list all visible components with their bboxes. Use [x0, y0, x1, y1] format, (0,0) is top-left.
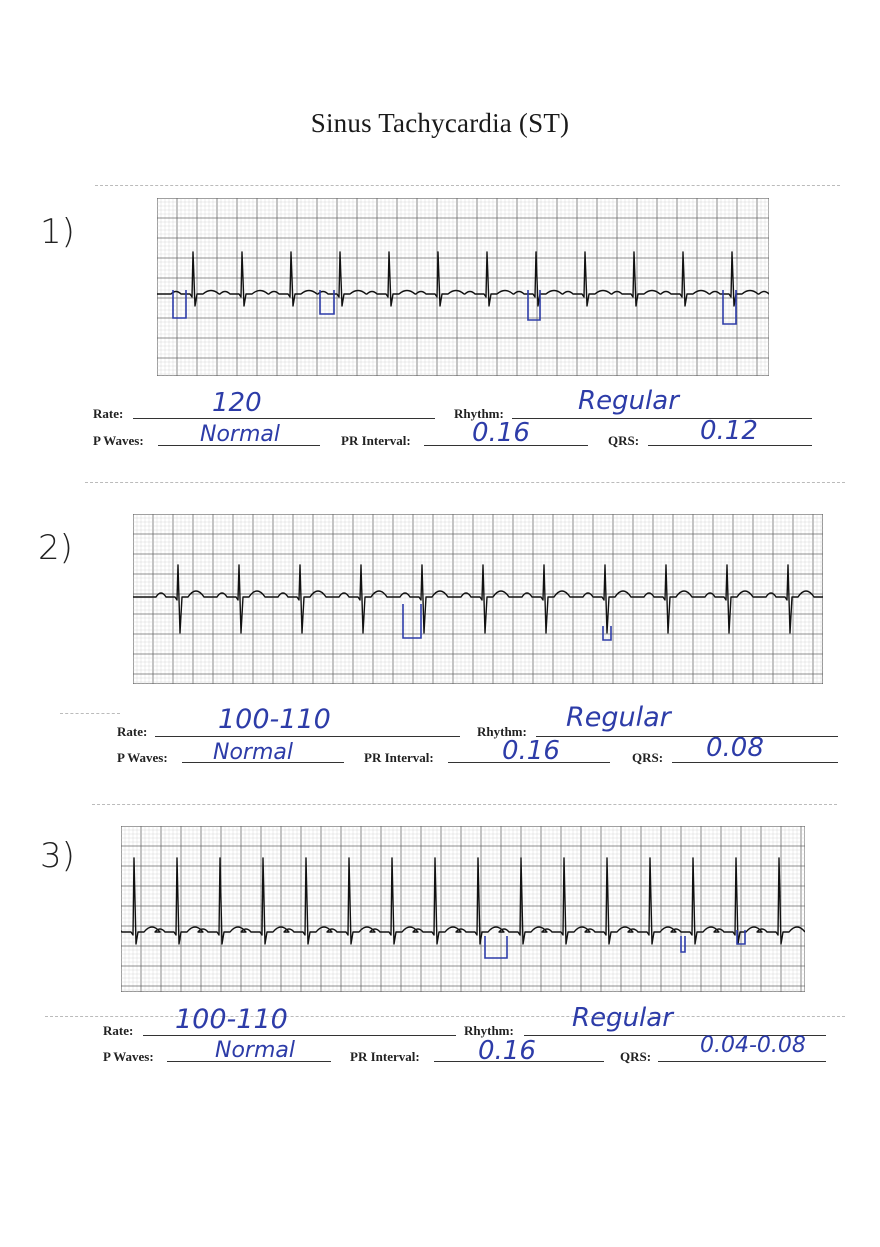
qrs-value: 0.08 [706, 733, 764, 763]
p-waves-value: Normal [200, 422, 280, 447]
rhythm-value: Regular [578, 386, 679, 416]
rate-field[interactable] [143, 1035, 456, 1036]
strip-1-number: 1) [40, 212, 75, 252]
pr-interval-value: 0.16 [472, 418, 530, 448]
rhythm-label: Rhythm: [464, 1023, 514, 1038]
rate-label: Rate: [117, 724, 148, 739]
strip-2-number: 2) [38, 528, 73, 568]
ecg-grid [133, 514, 823, 684]
strip-3-number: 3) [40, 836, 75, 876]
rate-value: 120 [212, 388, 262, 418]
p-waves-value: Normal [215, 1038, 295, 1063]
qrs-label: QRS: [608, 433, 640, 448]
p-waves-label: P Waves: [103, 1049, 154, 1064]
pr-interval-label: PR Interval: [364, 750, 434, 765]
rhythm-value: Regular [566, 702, 671, 733]
divider [45, 1016, 845, 1017]
rate-value: 100-110 [218, 704, 331, 735]
rate-value: 100-110 [175, 1004, 288, 1035]
rhythm-field[interactable] [536, 736, 838, 737]
qrs-field[interactable] [658, 1061, 826, 1062]
rate-label: Rate: [93, 406, 124, 421]
qrs-value: 0.12 [700, 416, 758, 446]
divider [92, 804, 837, 805]
ecg-strip-3 [121, 826, 805, 992]
pr-interval-label: PR Interval: [350, 1049, 420, 1064]
divider [95, 185, 840, 186]
rhythm-label: Rhythm: [454, 406, 504, 421]
divider [60, 713, 120, 714]
qrs-label: QRS: [620, 1049, 652, 1064]
rate-label: Rate: [103, 1023, 134, 1038]
ecg-grid [121, 826, 805, 992]
p-waves-label: P Waves: [93, 433, 144, 448]
pr-interval-label: PR Interval: [341, 433, 411, 448]
ecg-strip-1 [157, 198, 769, 376]
rate-field[interactable] [133, 418, 435, 419]
divider [85, 482, 845, 483]
rhythm-label: Rhythm: [477, 724, 527, 739]
p-waves-label: P Waves: [117, 750, 168, 765]
pr-interval-value: 0.16 [502, 736, 560, 766]
ecg-grid [157, 198, 769, 376]
pr-interval-value: 0.16 [478, 1036, 536, 1066]
rhythm-field[interactable] [512, 418, 812, 419]
ecg-strip-2 [133, 514, 823, 684]
qrs-value: 0.04-0.08 [700, 1033, 806, 1058]
rate-field[interactable] [155, 736, 460, 737]
page-title: Sinus Tachycardia (ST) [310, 108, 570, 138]
p-waves-value: Normal [213, 740, 293, 765]
rhythm-value: Regular [572, 1003, 673, 1033]
qrs-label: QRS: [632, 750, 664, 765]
